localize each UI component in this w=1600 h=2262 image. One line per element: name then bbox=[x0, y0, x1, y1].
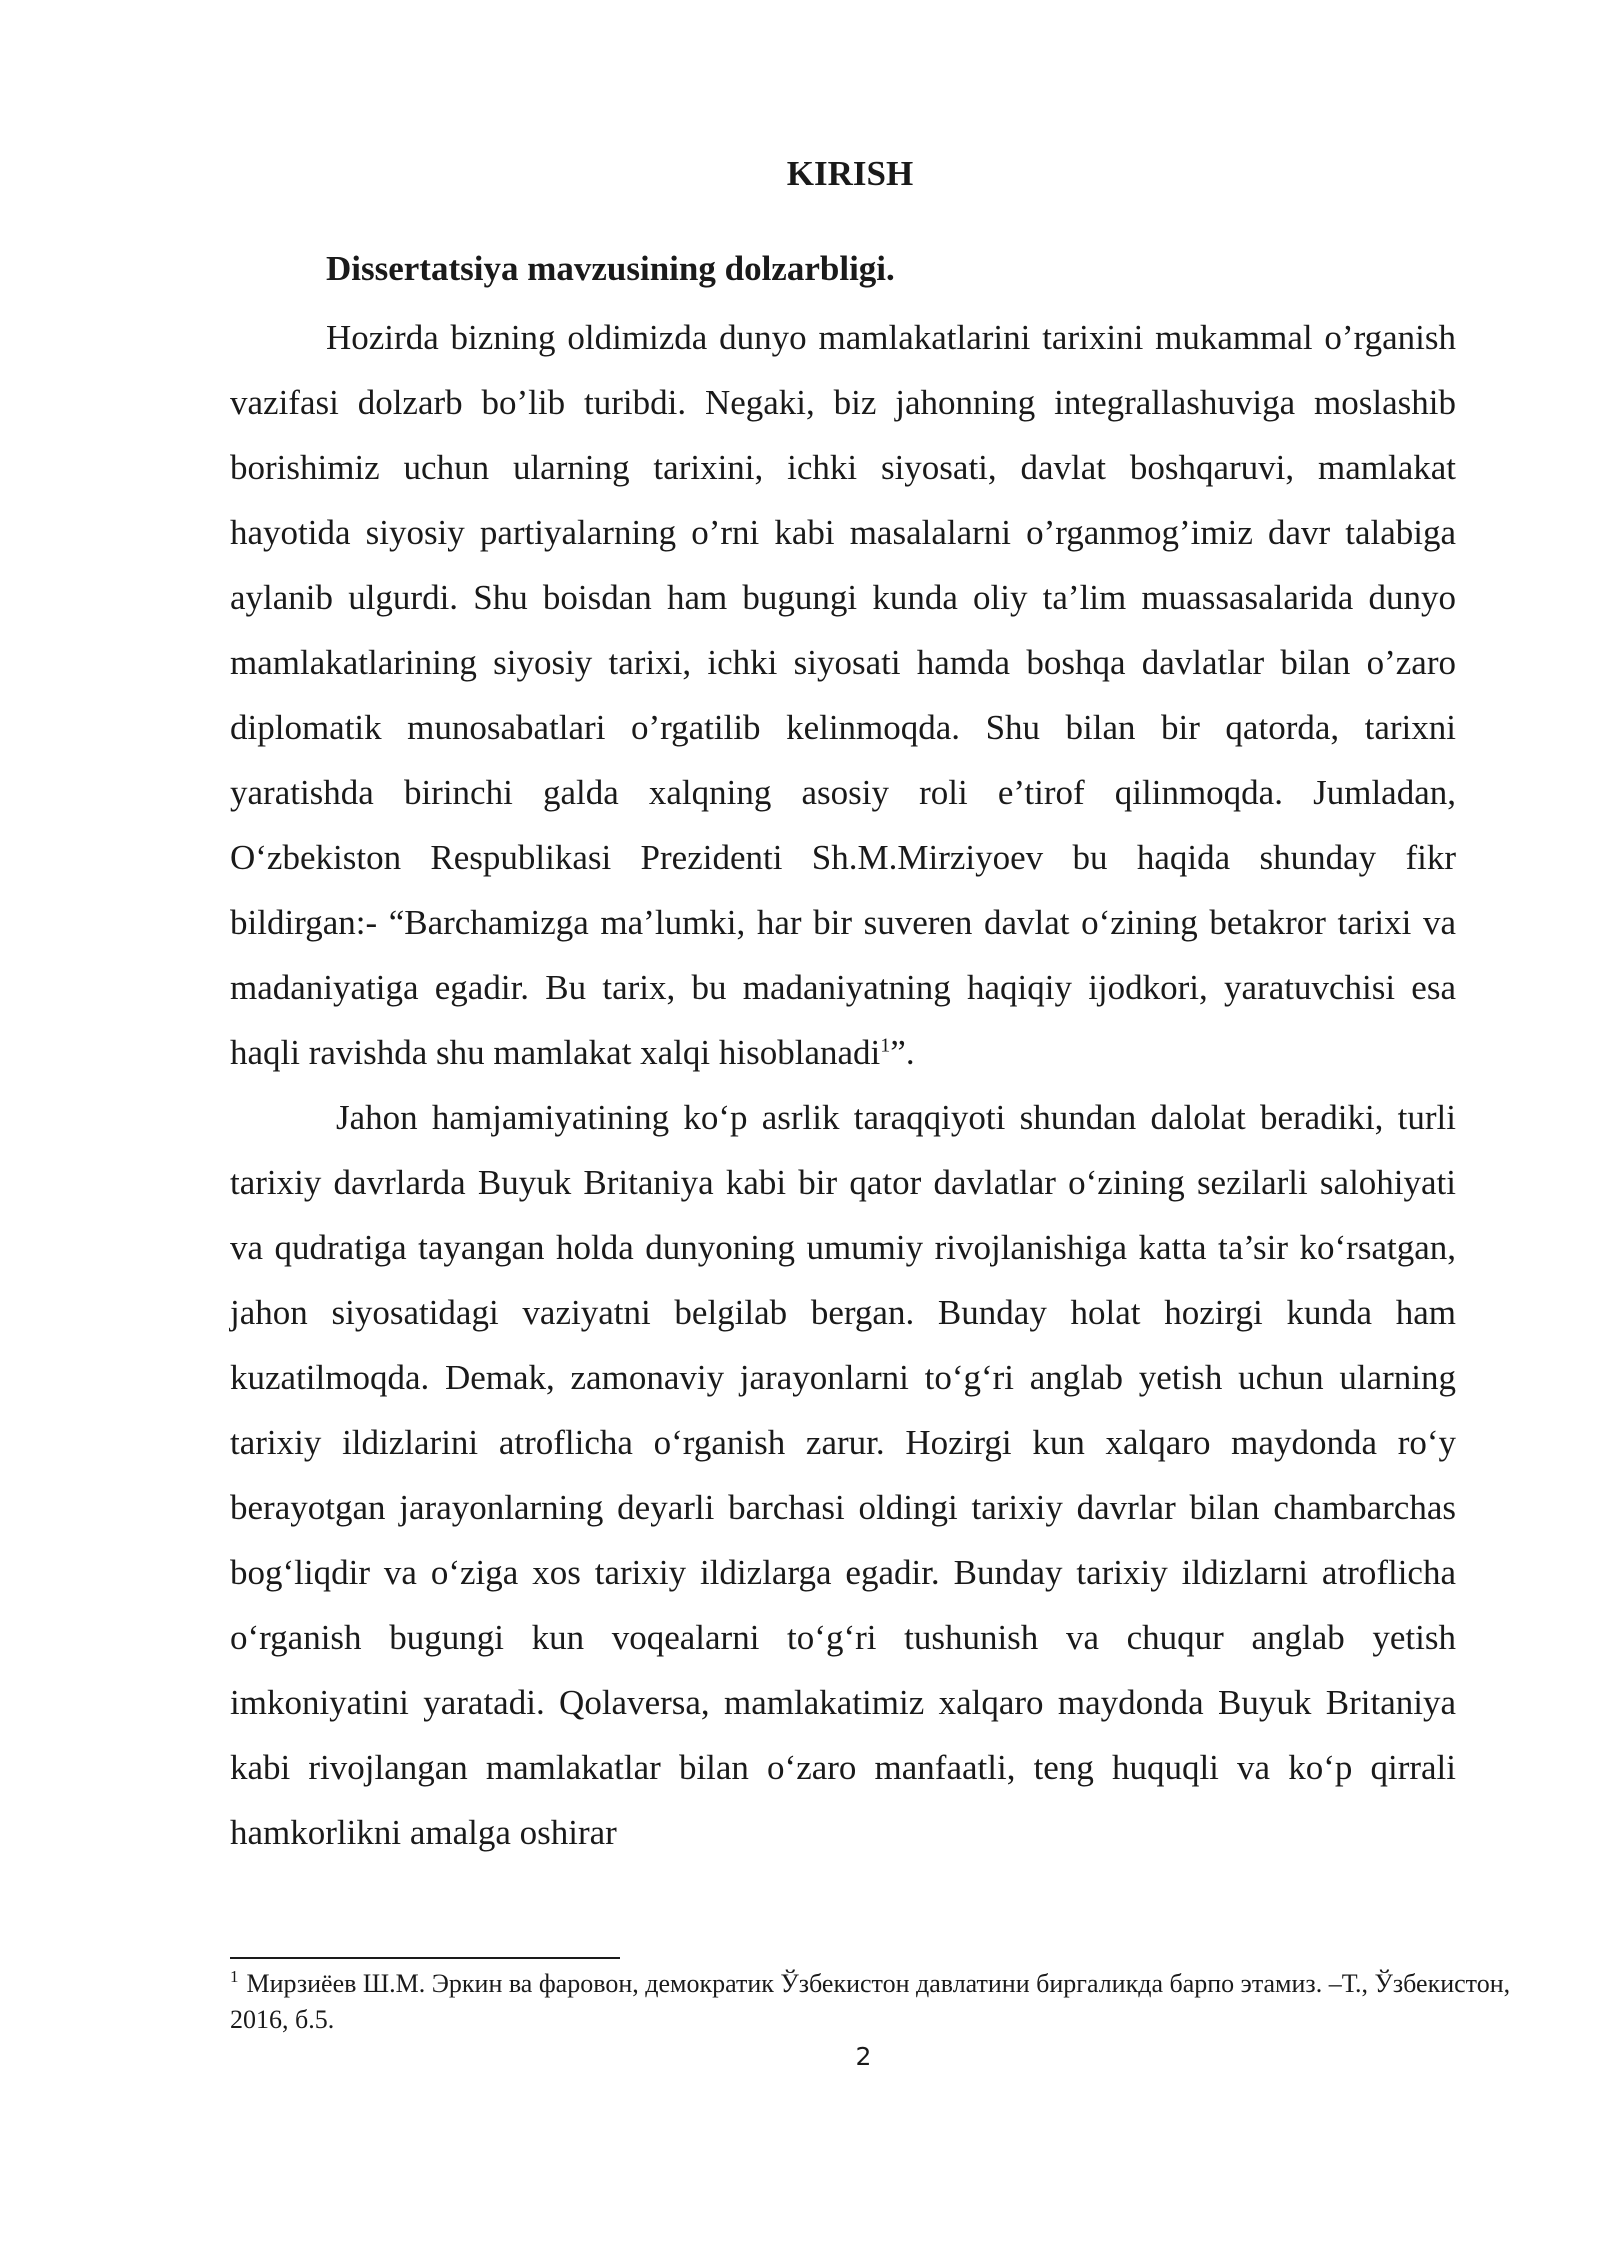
footnote-mark: 1 bbox=[230, 1967, 239, 1987]
footnote-separator bbox=[230, 1957, 620, 1959]
subsection-heading: Dissertatsiya mavzusining dolzarbligi. bbox=[326, 249, 895, 288]
paragraph-1-end: ”. bbox=[890, 1033, 915, 1072]
body-text bbox=[230, 305, 1456, 1865]
paragraph-1-text: Hozirda bizning oldimizda dunyo mamlakatlarini tarixini mukammal o’rganish vazifasi dolzarb bo’lib turibdi. Negaki, biz jahonning integrallashuviga moslashib borishimiz uchun ularning tarixini, ichki siyosati, davlat boshqaruvi, mamlakat hayotida siyosiy partiyalarning o’rni kabi masalalarni o’rganmog’imiz davr talabiga aylanib ulgurdi. Shu boisdan ham bugungi kunda oliy ta’lim muassasalarida dunyo mamlakatlarining siyosiy tarixi, ichki siyosati hamda boshqa davlatlar bilan o’zaro diplomatik munosabatlari o’rgatilib kelinmoqda. Shu bilan bir qatorda, tarixni yaratishda birinchi galda xalqning asosiy roli e’tirof qilinmoqda. Jumladan, O‘zbekiston Respublikasi Prezidenti Sh.M.Mirziyoev bu haqida shunday fikr bildirgan:- “Barchamizga ma’lumki, har bir suveren davlat o‘zining betakror tarixi va madaniyatiga egadir. Bu tarix, bu madaniyatning haqiqiy ijodkori, yaratuvchisi esa haqli ravishda shu mamlakat xalqi hisoblanadi bbox=[230, 318, 1456, 1072]
section-heading: KIRISH bbox=[786, 154, 914, 193]
paragraph-2: Jahon hamjamiyatining ko‘p asrlik taraqqiyoti shundan dalolat beradiki, turli tarixiy davrlarda Buyuk Britaniya kabi bir qator davlatlar o‘zining sezilarli salohiyati va qudratiga tayangan holda dunyoning umumiy rivojlanishiga katta ta’sir ko‘rsatgan, jahon siyosatidagi vaziyatni belgilab bergan. Bunday holat hozirgi kunda ham kuzatilmoqda. Demak, zamonaviy jarayonlarni to‘g‘ri anglab yetish uchun ularning tarixiy ildizlarini atroflicha o‘rganish zarur. Hozirgi kun xalqaro maydonda ro‘y berayotgan jarayonlarning deyarli barchasi oldingi tarixiy davrlar bilan chambarchas bog‘liqdir va o‘ziga xos tarixiy ildizlarga egadir. Bunday tarixiy ildizlarni atroflicha o‘rganish bugungi kun voqealarni to‘g‘ri tushunish va chuqur anglab yetish imkoniyatini yaratadi. Qolaversa, mamlakatimiz xalqaro maydonda Buyuk Britaniya kabi rivojlangan mamlakatlar bilan o‘zaro manfaatli, teng huquqli va ko‘p qirrali hamkorlikni amalga oshirar bbox=[230, 1098, 1456, 1852]
footnote bbox=[230, 1966, 1530, 2038]
footnote-text: Мирзиёев Ш.М. Эркин ва фаровон, демократик Ўзбекистон давлатини биргаликда барпо этамиз. –Т., Ўзбекистон, 2016, б.5. bbox=[230, 1969, 1511, 2034]
page-number: 2 bbox=[855, 2042, 872, 2071]
paragraph-1 bbox=[230, 305, 1456, 1085]
footnote-reference[interactable]: 1 bbox=[880, 1034, 891, 1057]
